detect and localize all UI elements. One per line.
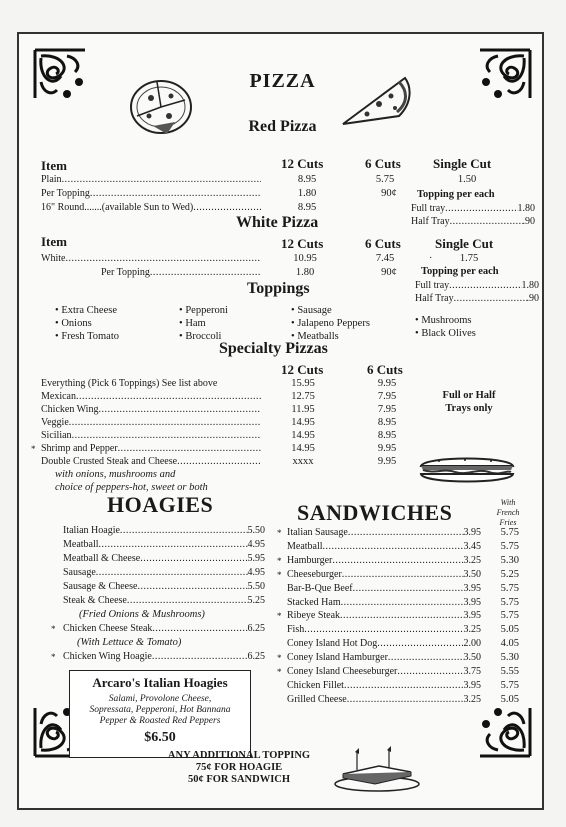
menu-row: Full tray ..... 1.80	[411, 203, 535, 214]
white-pizza-title: White Pizza	[236, 214, 319, 231]
price: 1.80	[295, 267, 315, 278]
six-cuts-header: 6 Cuts	[367, 362, 403, 377]
sandwich-row: Cheeseburger ..... 3.50	[287, 569, 481, 580]
red-pizza-title: Red Pizza	[248, 118, 317, 135]
price: 14.95	[291, 430, 315, 441]
fries-price: 5.75	[500, 680, 519, 691]
menu-row: 16" Round.......(available Sun to Wed) .....	[41, 202, 261, 213]
twelve-cuts-header: 12 Cuts	[281, 156, 324, 171]
menu-row: Everything (Pick 6 Toppings) See list above	[41, 378, 218, 389]
price: 11.95	[291, 404, 315, 415]
toppings-column: • Sausage • Jalapeno Peppers • Meatballs	[291, 305, 370, 342]
fries-price: 5.05	[500, 694, 519, 705]
marker-star: *	[277, 611, 282, 621]
fries-price: 5.75	[500, 583, 519, 594]
twelve-cuts-header: 12 Cuts	[281, 362, 324, 377]
menu-row: Double Crusted Steak and Cheese .....	[41, 456, 261, 467]
menu-row: Sausage & Cheese ..... 5.50	[63, 581, 265, 592]
price: 9.95	[377, 443, 397, 454]
menu-row: Per Topping .....	[41, 188, 261, 199]
sandwich-row: Fish ..... 3.25	[287, 624, 481, 635]
sandwich-row: Italian Sausage ..... 3.95	[287, 527, 481, 538]
sandwich-row: Grilled Cheese ..... 3.25	[287, 694, 481, 705]
arcaro-desc: Salami, Provolone Cheese,	[108, 694, 212, 704]
arcaro-title: Arcaro's Italian Hoagies	[92, 675, 228, 690]
menu-row: Meatball ..... 4.95	[63, 539, 265, 550]
sandwich-row: Bar-B-Que Beef ..... 3.95	[287, 583, 481, 594]
price: 8.95	[297, 202, 317, 213]
specialty-note: choice of peppers-hot, sweet or both	[55, 482, 208, 493]
specialty-title: Specialty Pizzas	[219, 340, 328, 357]
menu-row: Chicken Wing Hoagie ..... 6.25	[63, 651, 265, 662]
menu-row: Shrimp and Pepper .....	[41, 443, 261, 454]
menu-row: White .....	[41, 253, 261, 264]
arcaro-price: $6.50	[144, 730, 176, 745]
topping-per-each: Topping per each	[417, 189, 495, 200]
menu-row: Mexican .....	[41, 391, 261, 402]
price: 1.80	[297, 188, 317, 199]
price: 1.75	[459, 253, 479, 264]
toppings-column: • Pepperoni • Ham • Broccoli	[179, 305, 228, 342]
price: 9.95	[377, 378, 397, 389]
price: 5.75	[375, 174, 395, 185]
menu-row: Sausage ..... 4.95	[63, 567, 265, 578]
footer-note: ANY ADDITIONAL TOPPING 75¢ FOR HOAGIE 50¢ FOR SANDWICH	[167, 750, 311, 785]
marker-star: *	[51, 652, 56, 662]
price: 8.95	[377, 430, 397, 441]
hoagies-title: HOAGIES	[107, 492, 214, 517]
hoagie-note: (With Lettuce & Tomato)	[77, 637, 182, 648]
marker-star: *	[51, 624, 56, 634]
menu-row: Plain .....	[41, 174, 261, 185]
fries-price: 5.30	[500, 555, 519, 566]
price: 7.95	[377, 391, 397, 402]
item-header: Item	[41, 234, 67, 249]
hoagie-note: (Fried Onions & Mushrooms)	[79, 609, 205, 620]
marker-star: *	[277, 556, 282, 566]
menu-page	[17, 32, 544, 810]
marker-star: *	[31, 444, 36, 454]
price: 9.95	[377, 456, 397, 467]
corner-ornament-icon	[476, 704, 534, 760]
with-fries-header: With French Fries	[496, 498, 520, 527]
price: 8.95	[297, 174, 317, 185]
menu-row: Chicken Wing .....	[41, 404, 261, 415]
menu-row: Meatball & Cheese ..... 5.95	[63, 553, 265, 564]
single-cut-header: Single Cut	[433, 156, 492, 171]
price: 90¢	[381, 188, 397, 199]
marker-star: *	[277, 528, 282, 538]
fries-price: 5.05	[500, 624, 519, 635]
bullet-dot: ·	[429, 253, 433, 264]
arcaro-box	[69, 670, 251, 758]
trays-note: Full or Half	[442, 390, 496, 401]
menu-row: Per Topping .....	[101, 267, 261, 278]
sandwich-row: Meatball ..... 3.45	[287, 541, 481, 552]
sandwich-row: Chicken Fillet ..... 3.95	[287, 680, 481, 691]
marker-star: *	[277, 653, 282, 663]
sandwich-row: Coney Island Hot Dog ..... 2.00	[287, 638, 481, 649]
price: 15.95	[291, 378, 315, 389]
toppings-column: • Extra Cheese • Onions • Fresh Tomato	[55, 305, 120, 342]
toppings-title: Toppings	[247, 280, 310, 297]
twelve-cuts-header: 12 Cuts	[281, 236, 324, 251]
price: 12.75	[291, 391, 315, 402]
sandwich-row: Coney Island Hamburger ..... 3.50	[287, 652, 481, 663]
price: 14.95	[291, 443, 315, 454]
sandwich-row: Stacked Ham ..... 3.95	[287, 597, 481, 608]
six-cuts-header: 6 Cuts	[365, 156, 401, 171]
sandwich-plate-icon	[329, 744, 425, 794]
topping-per-each: Topping per each	[421, 266, 499, 277]
menu-row: Veggie .....	[41, 417, 261, 428]
sub-sandwich-icon	[415, 452, 519, 488]
menu-row: Steak & Cheese ..... 5.25	[63, 595, 265, 606]
menu-row: Italian Hoagie ..... 5.50	[63, 525, 265, 536]
fries-price: 4.05	[500, 638, 519, 649]
fries-price: 5.55	[500, 666, 519, 677]
marker-star: *	[277, 570, 282, 580]
price: 90¢	[381, 267, 397, 278]
fries-price: 5.75	[500, 527, 519, 538]
fries-price: 5.75	[500, 597, 519, 608]
menu-row: Half Tray ..... .90	[415, 293, 539, 304]
price: 7.45	[375, 253, 395, 264]
arcaro-desc: Pepper & Roasted Red Peppers	[99, 716, 221, 726]
menu-row: Sicilian .....	[41, 430, 261, 441]
price: 14.95	[291, 417, 315, 428]
price: 1.50	[457, 174, 477, 185]
fries-price: 5.75	[500, 541, 519, 552]
sandwich-row: Ribeye Steak ..... 3.95	[287, 610, 481, 621]
sandwich-row: Coney Island Cheeseburger ..... 3.75	[287, 666, 481, 677]
menu-row: Chicken Cheese Steak ..... 6.25	[63, 623, 265, 634]
trays-note: Trays only	[445, 403, 493, 414]
menu-row: Half Tray ..... .90	[411, 216, 535, 227]
single-cut-header: Single Cut	[435, 236, 494, 251]
toppings-column: • Mushrooms • Black Olives	[415, 315, 476, 339]
six-cuts-header: 6 Cuts	[365, 236, 401, 251]
fries-price: 5.25	[500, 569, 519, 580]
price: xxxx	[292, 456, 314, 467]
arcaro-desc: Sopressata, Pepperoni, Hot Bannana	[89, 705, 231, 715]
sandwich-row: Hamburger ..... 3.25	[287, 555, 481, 566]
fries-price: 5.30	[500, 652, 519, 663]
price: 8.95	[377, 417, 397, 428]
price: 7.95	[377, 404, 397, 415]
specialty-note: with onions, mushrooms and	[55, 469, 176, 480]
item-header: Item	[41, 158, 67, 173]
price: 10.95	[293, 253, 317, 264]
fries-price: 5.75	[500, 610, 519, 621]
pizza-title: PIZZA	[249, 70, 316, 92]
marker-star: *	[277, 667, 282, 677]
sandwiches-title: SANDWICHES	[297, 500, 453, 525]
menu-row: Full tray ..... 1.80	[415, 280, 539, 291]
